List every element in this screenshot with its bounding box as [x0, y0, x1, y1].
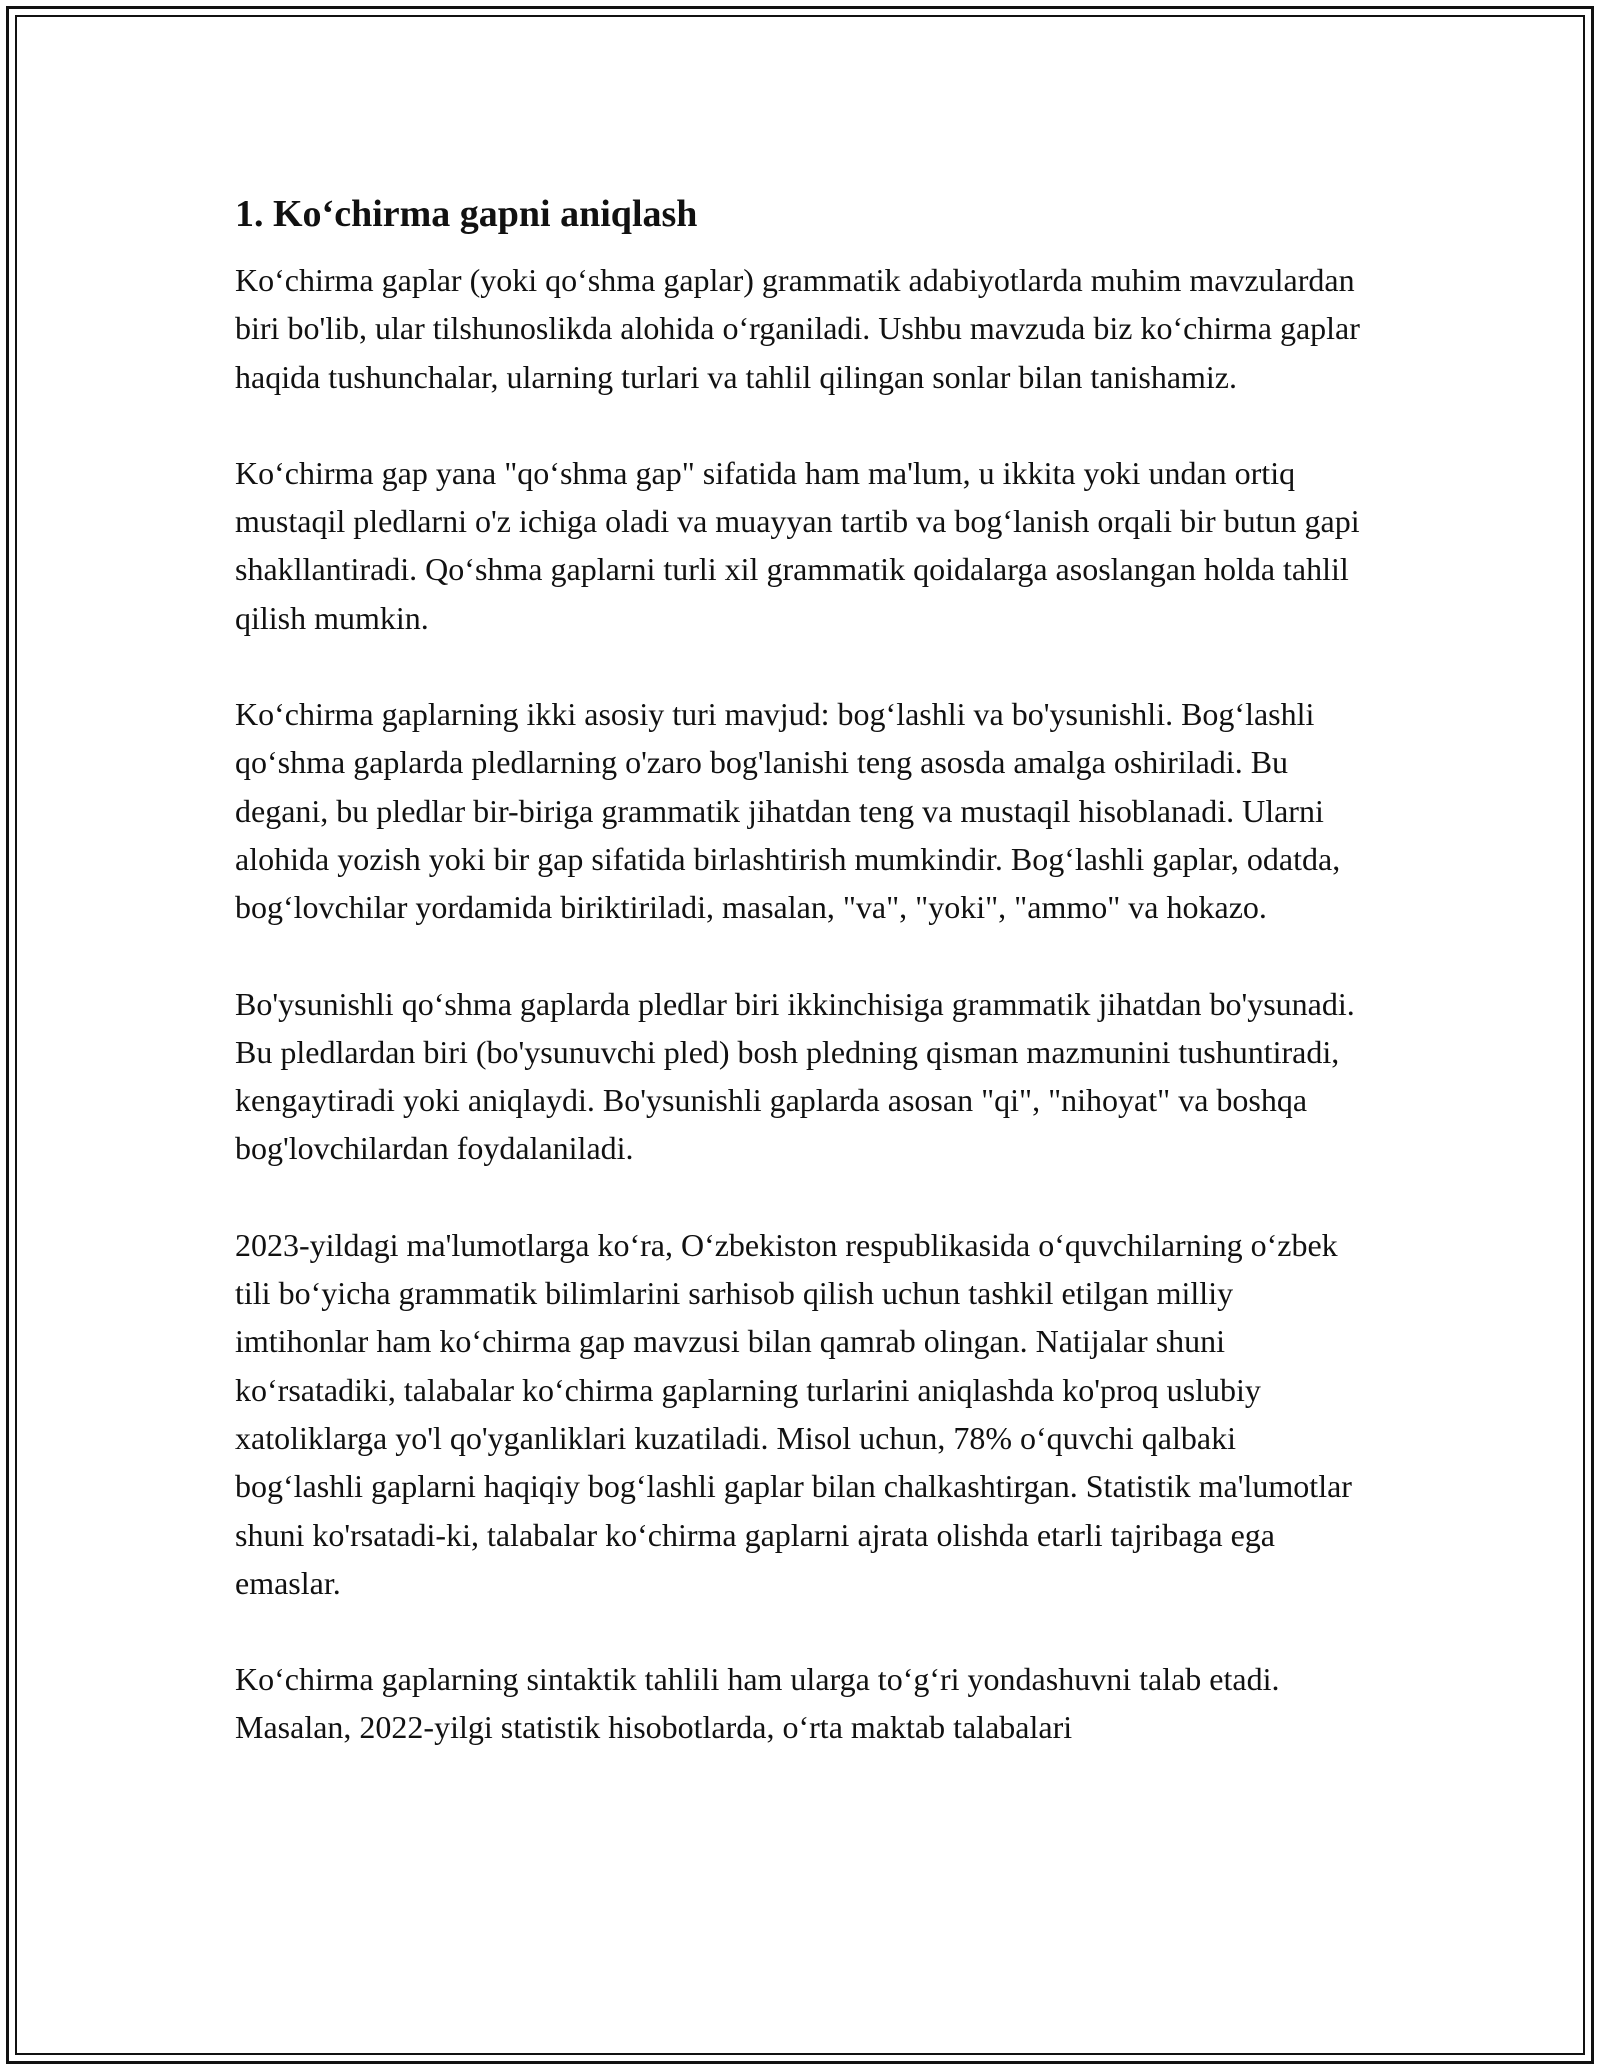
paragraph-5: 2023-yildagi ma'lumotlarga ko‘ra, O‘zbekiston respublikasida o‘quvchilarning o‘zbek tili bo‘yicha grammatik bilimlarini sarhisob qilish uchun tashkil etilgan milliy imtihonlar ham ko‘chirma gap mavzusi bilan qamrab olingan. Natijalar shuni ko‘rsatadiki, talabalar ko‘chirma gaplarning turlarini aniqlashda ko'proq uslubiy xatoliklarga yo'l qo'yganliklari kuzatiladi. Misol uchun, 78% o‘quvchi qalbaki bog‘lashli gaplarni haqiqiy bog‘lashli gaplar bilan chalkashtirgan. Statistik ma'lumotlar shuni ko'rsatadi-ki, talabalar ko‘chirma gaplarni ajrata olishda etarli tajribaga ega emaslar. [235, 1226, 1352, 1601]
paragraph-2: Ko‘chirma gap yana "qo‘shma gap" sifatida ham ma'lum, u ikkita yoki undan ortiq mustaqil pledlarni o'z ichiga oladi va muayyan tartib va bog‘lanish orqali bir butun gapi shakllantiradi. Qo‘shma gaplarni turli xil grammatik qoidalarga asoslangan holda tahlil qilish mumkin. [235, 454, 1360, 636]
paragraph-3: Ko‘chirma gaplarning ikki asosiy turi mavjud: bog‘lashli va bo'ysunishli. Bog‘lashli qo‘shma gaplarda pledlarning o'zaro bog'lanishi teng asosda amalga oshiriladi. Bu degani, bu pledlar bir-biriga grammatik jihatdan teng va mustaqil hisoblanadi. Ularni alohida yozish yoki bir gap sifatida birlashtirish mumkindir. Bog‘lashli gaplar, odatda, bog‘lovchilar yordamida biriktiriladi, masalan, "va", "yoki", "ammo" va hokazo. [235, 696, 1341, 926]
section-heading: 1. Ko‘chirma gapni aniqlash [235, 193, 698, 235]
paragraph-1: Ko‘chirma gaplar (yoki qo‘shma gaplar) grammatik adabiyotlarda muhim mavzulardan biri bo'lib, ular tilshunoslikda alohida o‘rganiladi. Ushbu mavzuda biz ko‘chirma gaplar haqida tushunchalar, ularning turlari va tahlil qilingan sonlar bilan tanishamiz. [235, 262, 1360, 395]
document-body [235, 186, 1365, 1800]
paragraph-4: Bo'ysunishli qo‘shma gaplarda pledlar biri ikkinchisiga grammatik jihatdan bo'ysunadi. Bu pledlardan biri (bo'ysunuvchi pled) bosh pledning qisman mazmunini tushuntiradi, kengaytiradi yoki aniqlaydi. Bo'ysunishli gaplarda asosan "qi", "nihoyat" va boshqa bog'lovchilardan foydalaniladi. [235, 985, 1355, 1167]
paragraph-6: Ko‘chirma gaplarning sintaktik tahlili ham ularga to‘g‘ri yondashuvni talab etadi. Masalan, 2022-yilgi statistik hisobotlarda, o‘rta maktab talabalari [235, 1661, 1280, 1746]
